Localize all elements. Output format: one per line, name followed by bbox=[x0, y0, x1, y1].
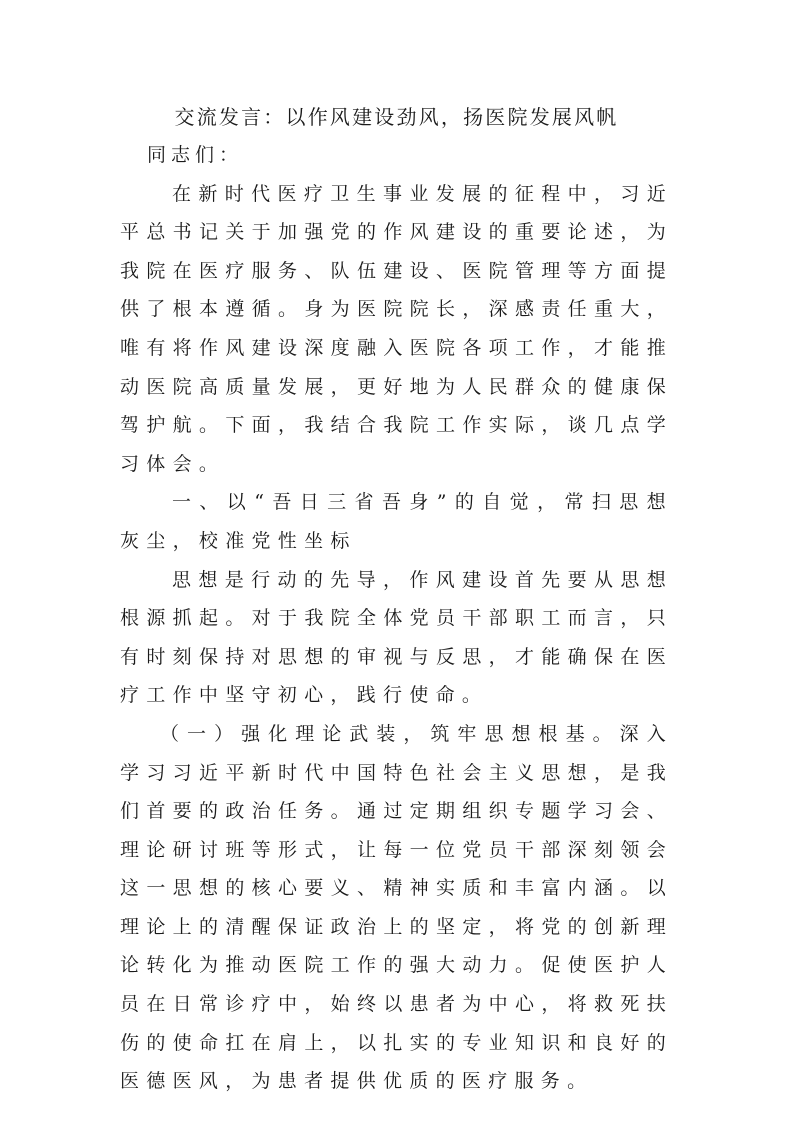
document-title: 交流发言：以作风建设劲风，扬医院发展风帆 bbox=[174, 105, 619, 129]
document-body bbox=[120, 98, 673, 1101]
salutation: 同志们： bbox=[147, 144, 244, 166]
paragraph-section-1: 思想是行动的先导，作风建设首先要从思想根源抓起。对于我院全体党员干部职工而言，只有时刻保持对思想的审视与反思，才能确保在医疗工作中坚守初心，践行使命。 bbox=[120, 568, 673, 707]
paragraph-intro: 在新时代医疗卫生事业发展的征程中，习近平总书记关于加强党的作风建设的重要论述，为我院在医疗服务、队伍建设、医院管理等方面提供了根本遵循。身为医院院长，深感责任重大，唯有将作风建设深度融入医院各项工作，才能推动医院高质量发展，更好地为人民群众的健康保驾护航。下面，我结合我院工作实际，谈几点学习体会。 bbox=[120, 182, 673, 475]
section-heading-1: 一、以“吾日三省吾身”的自觉，常扫思想灰尘，校准党性坐标 bbox=[120, 491, 673, 552]
paragraph-subsection-1: （一）强化理论武装，筑牢思想根基。深入学习习近平新时代中国特色社会主义思想，是我们首要的政治任务。通过定期组织专题学习会、理论研讨班等形式，让每一位党员干部深刻领会这一思想的核心要义、精神实质和丰富内涵。以理论上的清醒保证政治上的坚定，将党的创新理论转化为推动医院工作的强大动力。促使医护人员在日常诊疗中，始终以患者为中心，将救死扶伤的使命扛在肩上，以扎实的专业知识和良好的医德医风，为患者提供优质的医疗服务。 bbox=[120, 722, 673, 1093]
